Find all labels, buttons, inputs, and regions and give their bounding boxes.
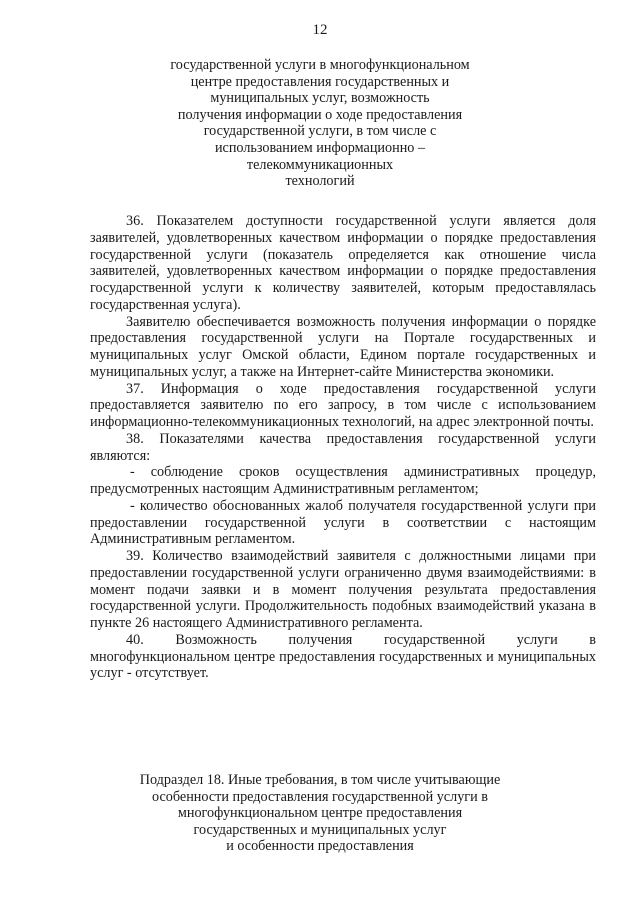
page-number: 12 xyxy=(312,22,328,38)
heading-line: многофункциональном центре предоставления xyxy=(177,805,463,822)
heading-line: получения информации о ходе предоставления xyxy=(177,106,463,123)
paragraph-37: 37. Информация о ходе предоставления государственной услуги предоставляется заявителю по его запросу, в том числе с использованием информационно-телекоммуникационных технологий, на адрес электронной почты. xyxy=(90,380,596,430)
list-item-deadlines: - соблюдение сроков осуществления административных процедур, предусмотренных настоящим Административным регламентом; xyxy=(90,464,596,497)
heading-line: государственных и муниципальных услуг xyxy=(193,821,447,838)
heading-line: центре предоставления государственных и xyxy=(190,73,450,90)
paragraph-38: 38. Показателями качества предоставления государственной услуги являются: xyxy=(90,430,596,464)
heading-line: муниципальных услуг, возможность xyxy=(210,90,430,107)
paragraph-40: 40. Возможность получения государственной услуги в многофункциональном центре предоставления государственных и муниципальных услуг - отсутствует. xyxy=(90,631,596,682)
section-heading-subsection-18 xyxy=(60,772,580,855)
heading-line: телекоммуникационных xyxy=(246,156,394,173)
paragraph-36: 36. Показателем доступности государственной услуги является доля заявителей, удовлетворенных качеством информации о порядке предоставления государственной услуги (показатель определяется как отношение числа заявителей, удовлетворенных качеством информации о порядке предоставления государственной услуги к количеству заявителей, которым предоставлялась государственная услуга). xyxy=(90,213,596,313)
heading-line: Подраздел 18. Иные требования, в том числе учитывающие xyxy=(139,772,501,788)
heading-line: технологий xyxy=(285,173,355,190)
section-heading-top xyxy=(60,57,580,190)
heading-line: государственной услуги в многофункциональном xyxy=(170,57,470,73)
body-text xyxy=(90,213,596,682)
heading-line: государственной услуги, в том числе с xyxy=(203,123,437,140)
heading-line: использованием информационно – xyxy=(214,139,426,156)
heading-line: особенности предоставления государственной услуги в xyxy=(152,788,488,805)
heading-line: и особенности предоставления xyxy=(226,838,414,855)
paragraph-portal-info: Заявителю обеспечивается возможность получения информации о порядке предоставления государственной услуги на Портале государственных и муниципальных услуг Омской области, Едином портале государственных и муниципальных услуг, а также на Интернет-сайте Министерства экономики. xyxy=(90,313,596,380)
list-item-complaints: - количество обоснованных жалоб получателя государственной услуги при предоставлении государственной услуги в соответствии с настоящим Административным регламентом. xyxy=(90,497,596,548)
paragraph-39: 39. Количество взаимодействий заявителя с должностными лицами при предоставлении государственной услуги ограниченно двумя взаимодействиями: в момент подачи заявки и в момент получения результата предоставления государственной услуги. Продолжительность подобных взаимодействий указана в пункте 26 настоящего Административного регламента. xyxy=(90,548,596,631)
